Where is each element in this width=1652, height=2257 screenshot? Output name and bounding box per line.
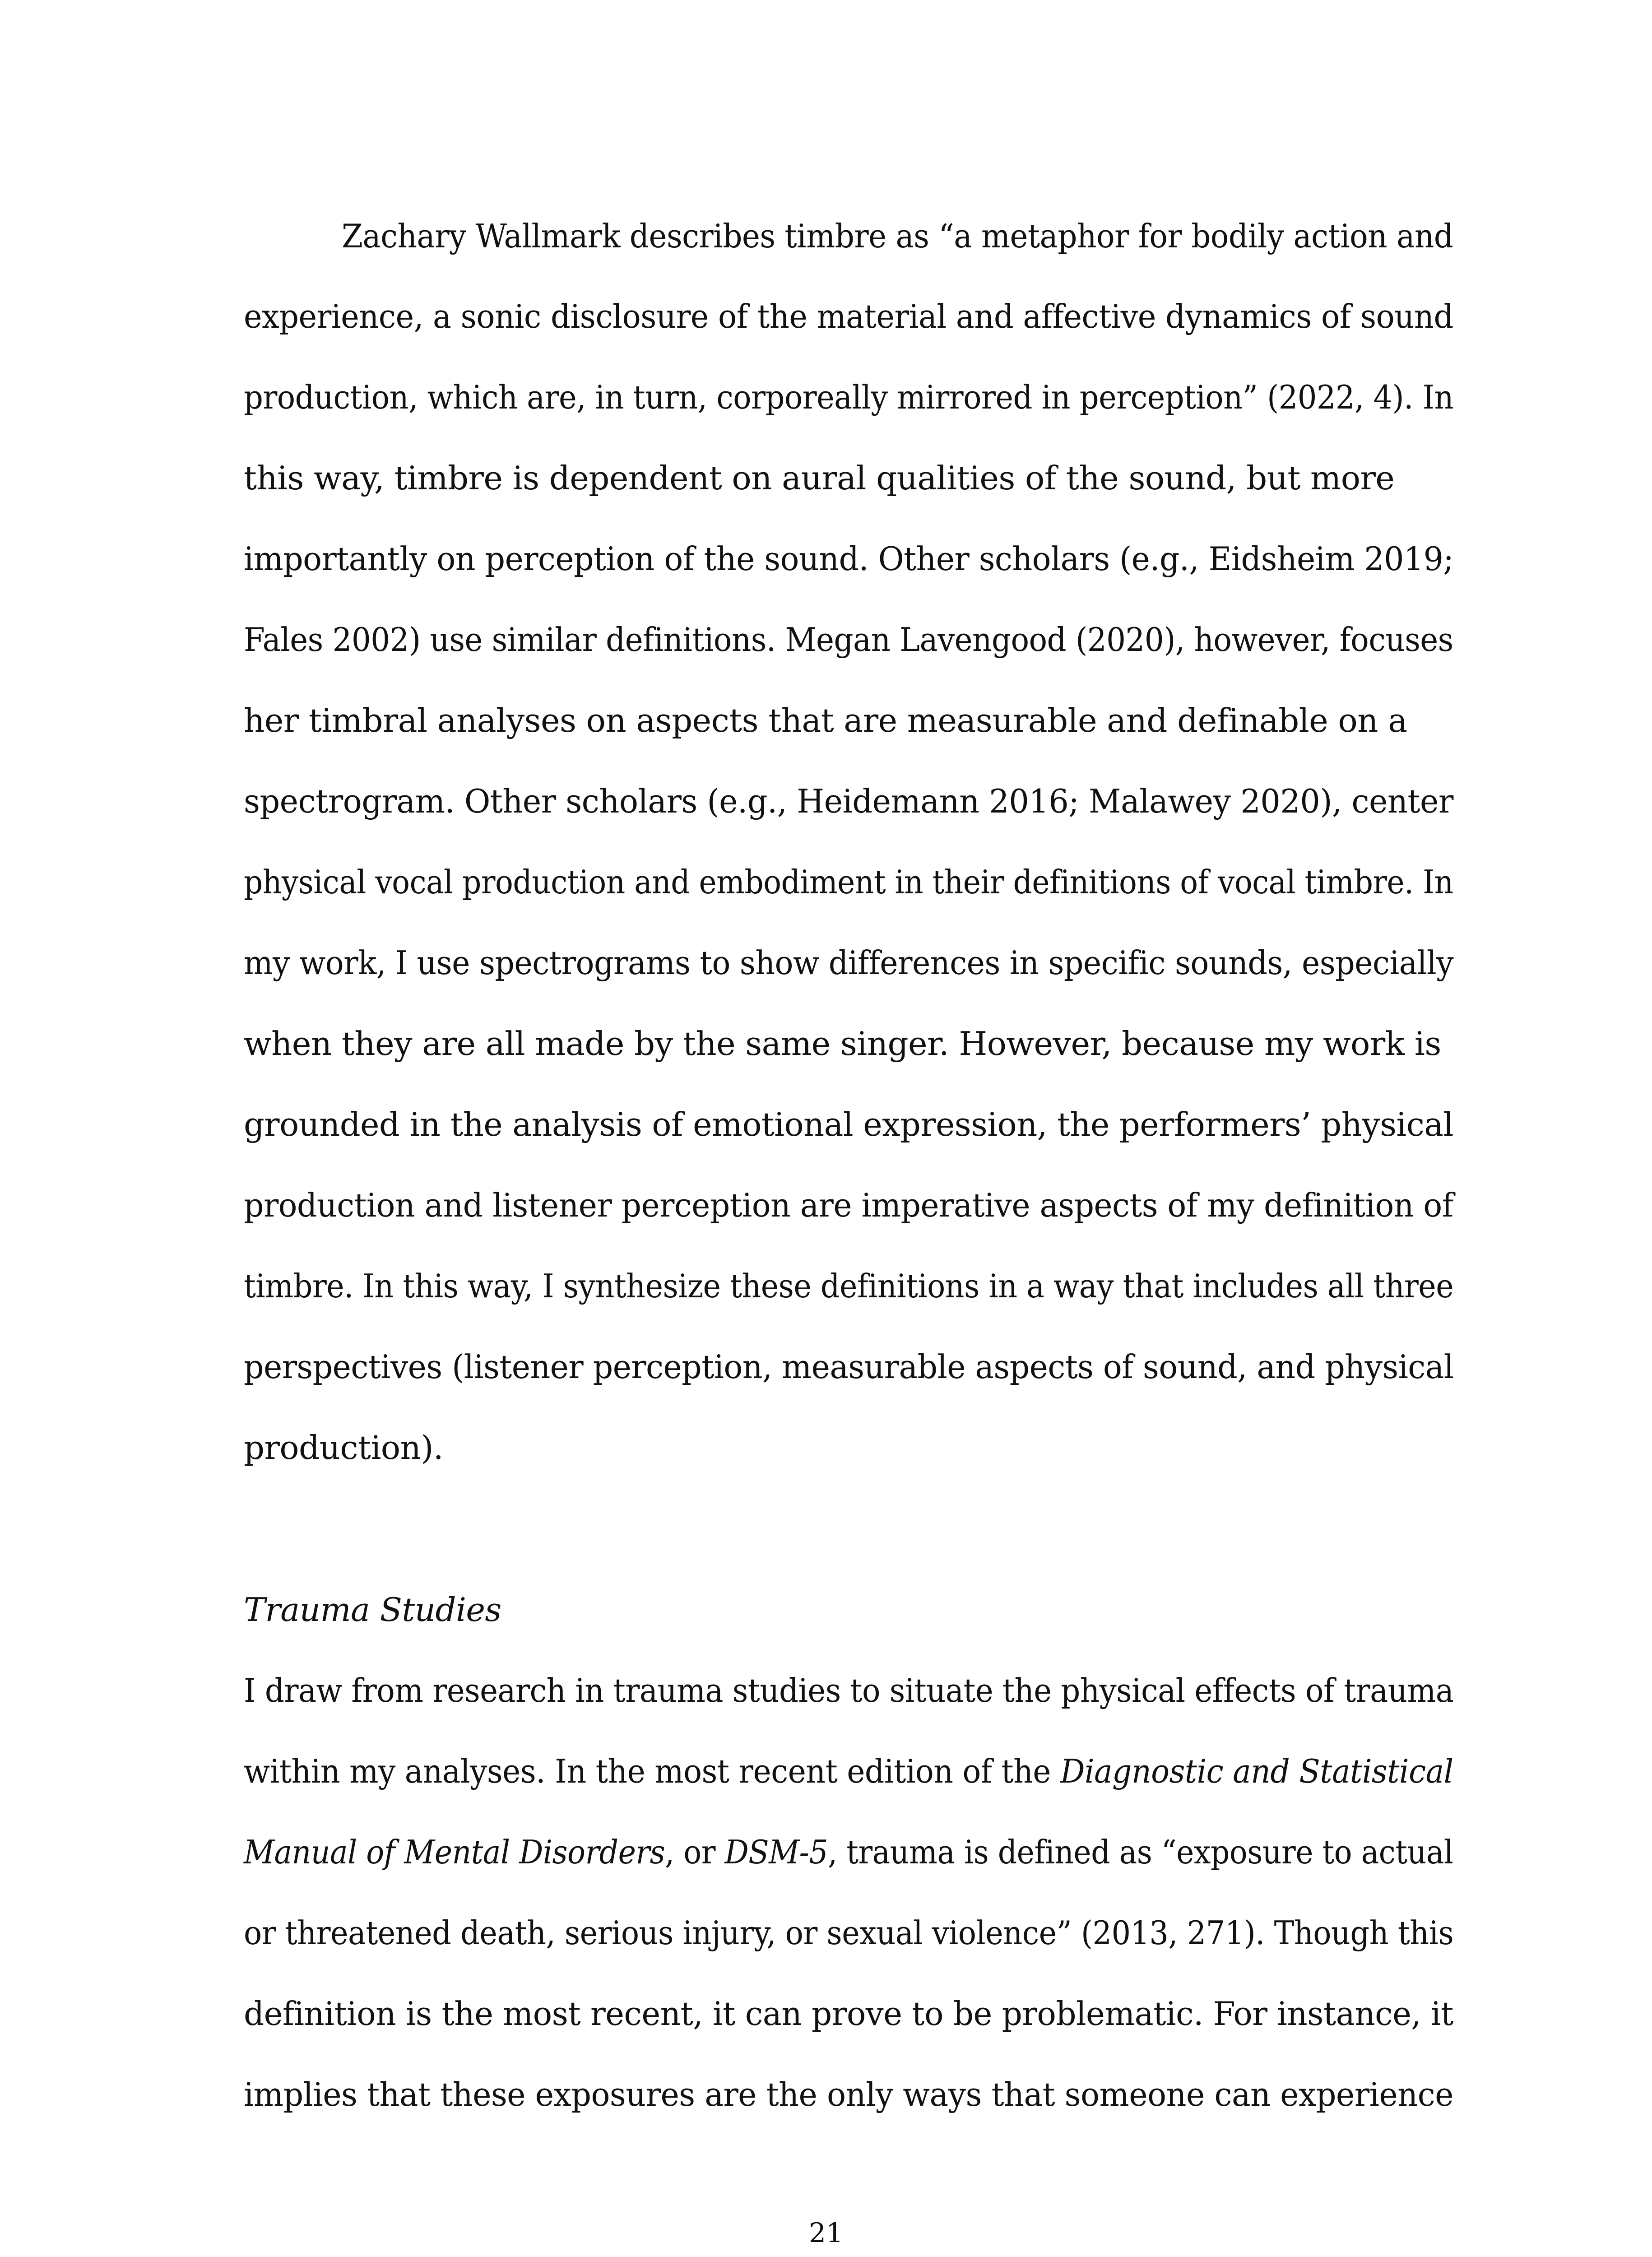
paragraph-2-text: , or [665, 1833, 725, 1871]
paragraph-2-text: within my analyses. In the most recent edition of the [244, 1752, 1060, 1790]
book-title-italic: Manual of Mental Disorders [244, 1833, 665, 1871]
paragraph-1-line: spectrogram. Other scholars (e.g., Heidemann 2016; Malawey 2020), center [244, 782, 1453, 820]
book-title-italic: Diagnostic and Statistical [1060, 1752, 1453, 1790]
paragraph-1-line: Fales 2002) use similar definitions. Megan Lavengood (2020), however, focuses [244, 621, 1453, 659]
paragraph-1-line: when they are all made by the same singer. However, because my work is [244, 1025, 1441, 1063]
paragraph-1-line: Zachary Wallmark describes timbre as “a metaphor for bodily action and [342, 217, 1453, 255]
paragraph-1-line: production, which are, in turn, corporeally mirrored in perception” (2022, 4). In [244, 378, 1454, 416]
paragraph-1-line: grounded in the analysis of emotional expression, the performers’ physical [244, 1105, 1453, 1143]
paragraph-2-line: implies that these exposures are the only ways that someone can experience [244, 2076, 1453, 2113]
paragraph-1-line: importantly on perception of the sound. Other scholars (e.g., Eidsheim 2019; [244, 540, 1454, 578]
paragraph-1-line: physical vocal production and embodiment in their definitions of vocal timbre. In [244, 863, 1453, 901]
paragraph-2-line: definition is the most recent, it can prove to be problematic. For instance, it [244, 1995, 1453, 2033]
paragraph-1-line: production). [244, 1429, 444, 1467]
section-heading: Trauma Studies [244, 1591, 501, 1629]
paragraph-1-line: production and listener perception are imperative aspects of my definition of [244, 1186, 1453, 1224]
paragraph-1-line: her timbral analyses on aspects that are measurable and definable on a [244, 701, 1407, 739]
paragraph-2-line: I draw from research in trauma studies to situate the physical effects of trauma [244, 1672, 1454, 1709]
paragraph-2-line: or threatened death, serious injury, or sexual violence” (2013, 271). Though this [244, 1914, 1454, 1952]
paragraph-1-line: perspectives (listener perception, measurable aspects of sound, and physical [244, 1348, 1454, 1386]
page-number: 21 [808, 2217, 844, 2249]
paragraph-1-line: timbre. In this way, I synthesize these definitions in a way that includes all three [244, 1267, 1454, 1305]
book-abbreviation-italic: DSM-5 [724, 1833, 828, 1871]
paragraph-2-text: , trauma is defined as “exposure to actual [828, 1833, 1453, 1871]
paragraph-1-line: this way, timbre is dependent on aural qualities of the sound, but more [244, 459, 1395, 497]
paragraph-1-line: experience, a sonic disclosure of the material and affective dynamics of sound [244, 297, 1453, 335]
paragraph-2-line [244, 1751, 1453, 1792]
paragraph-1-line: my work, I use spectrograms to show differences in specific sounds, especially [244, 944, 1454, 982]
paragraph-2-line [244, 1832, 1453, 1872]
